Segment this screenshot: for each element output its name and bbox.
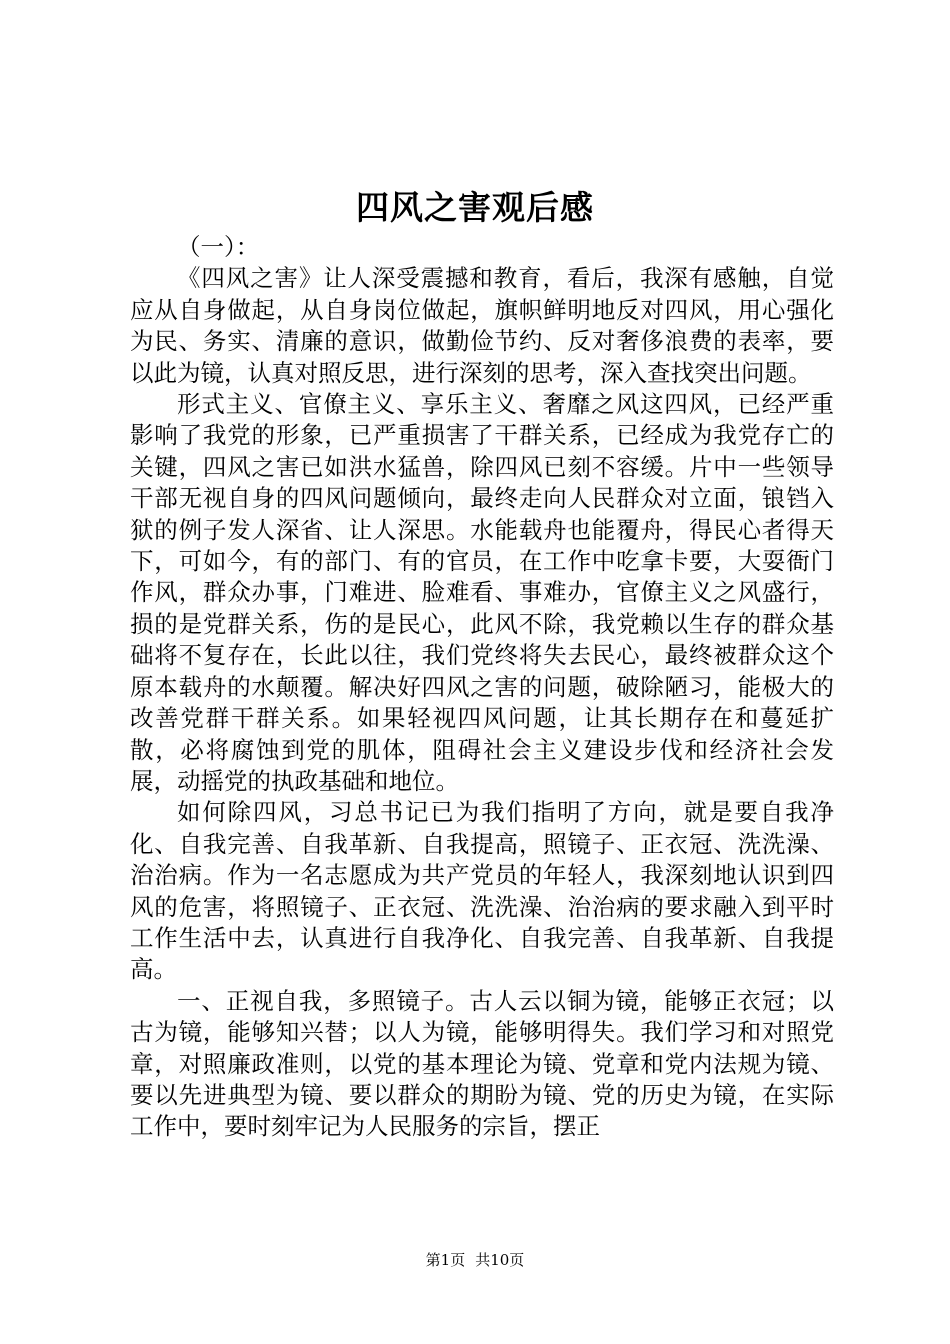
- paragraph: 形式主义、官僚主义、享乐主义、奢靡之风这四风，已经严重影响了我党的形象，已严重损害了干群关系，已经成为我党存亡的关键，四风之害已如洪水猛兽，除四风已刻不容缓。片中一些领导干部无视自身的四风问题倾向，最终走向人民群众对立面，锒铛入狱的例子发人深省、让人深思。水能载舟也能覆舟，得民心者得天下，可如今，有的部门、有的官员，在工作中吃拿卡要，大耍衙门作风，群众办事，门难进、脸难看、事难办，官僚主义之风盛行，损的是党群关系，伤的是民心，此风不除，我党赖以生存的群众基础将不复存在，长此以往，我们党终将失去民心，最终被群众这个原本载舟的水颠覆。解决好四风之害的问题，破除陋习，能极大的改善党群干群关系。如果轻视四风问题，让其长期存在和蔓延扩散，必将腐蚀到党的肌体，阻碍社会主义建设步伐和经济社会发展，动摇党的执政基础和地位。: [130, 390, 834, 795]
- paragraph: 一、正视自我，多照镜子。古人云以铜为镜，能够正衣冠；以古为镜，能够知兴替；以人为镜，能够明得失。我们学习和对照党章，对照廉政准则，以党的基本理论为镜、党章和党内法规为镜、要以先进典型为镜、要以群众的期盼为镜、党的历史为镜，在实际工作中，要时刻牢记为人民服务的宗旨，摆正: [130, 986, 834, 1141]
- page-total: 共10页: [475, 1251, 525, 1269]
- section-heading: （一）：: [177, 233, 260, 261]
- paragraph: 如何除四风，习总书记已为我们指明了方向，就是要自我净化、自我完善、自我革新、自我提高，照镜子、正衣冠、洗洗澡、治治病。作为一名志愿成为共产党员的年轻人，我深刻地认识到四风的危害，将照镜子、正衣冠、洗洗澡、治治病的要求融入到平时工作生活中去，认真进行自我净化、自我完善、自我革新、自我提高。: [130, 798, 834, 984]
- page-number: 第1页: [425, 1251, 466, 1269]
- paragraph: 《四风之害》让人深受震撼和教育，看后，我深有感触，自觉应从自身做起，从自身岗位做起，旗帜鲜明地反对四风，用心强化为民、务实、清廉的意识，做勤俭节约、反对奢侈浪费的表率，要以此为镜，认真对照反思，进行深刻的思考，深入查找突出问题。: [130, 264, 834, 387]
- page-footer: [0, 1250, 950, 1270]
- document-body: [130, 232, 834, 1143]
- page-title: 四风之害观后感: [356, 188, 594, 227]
